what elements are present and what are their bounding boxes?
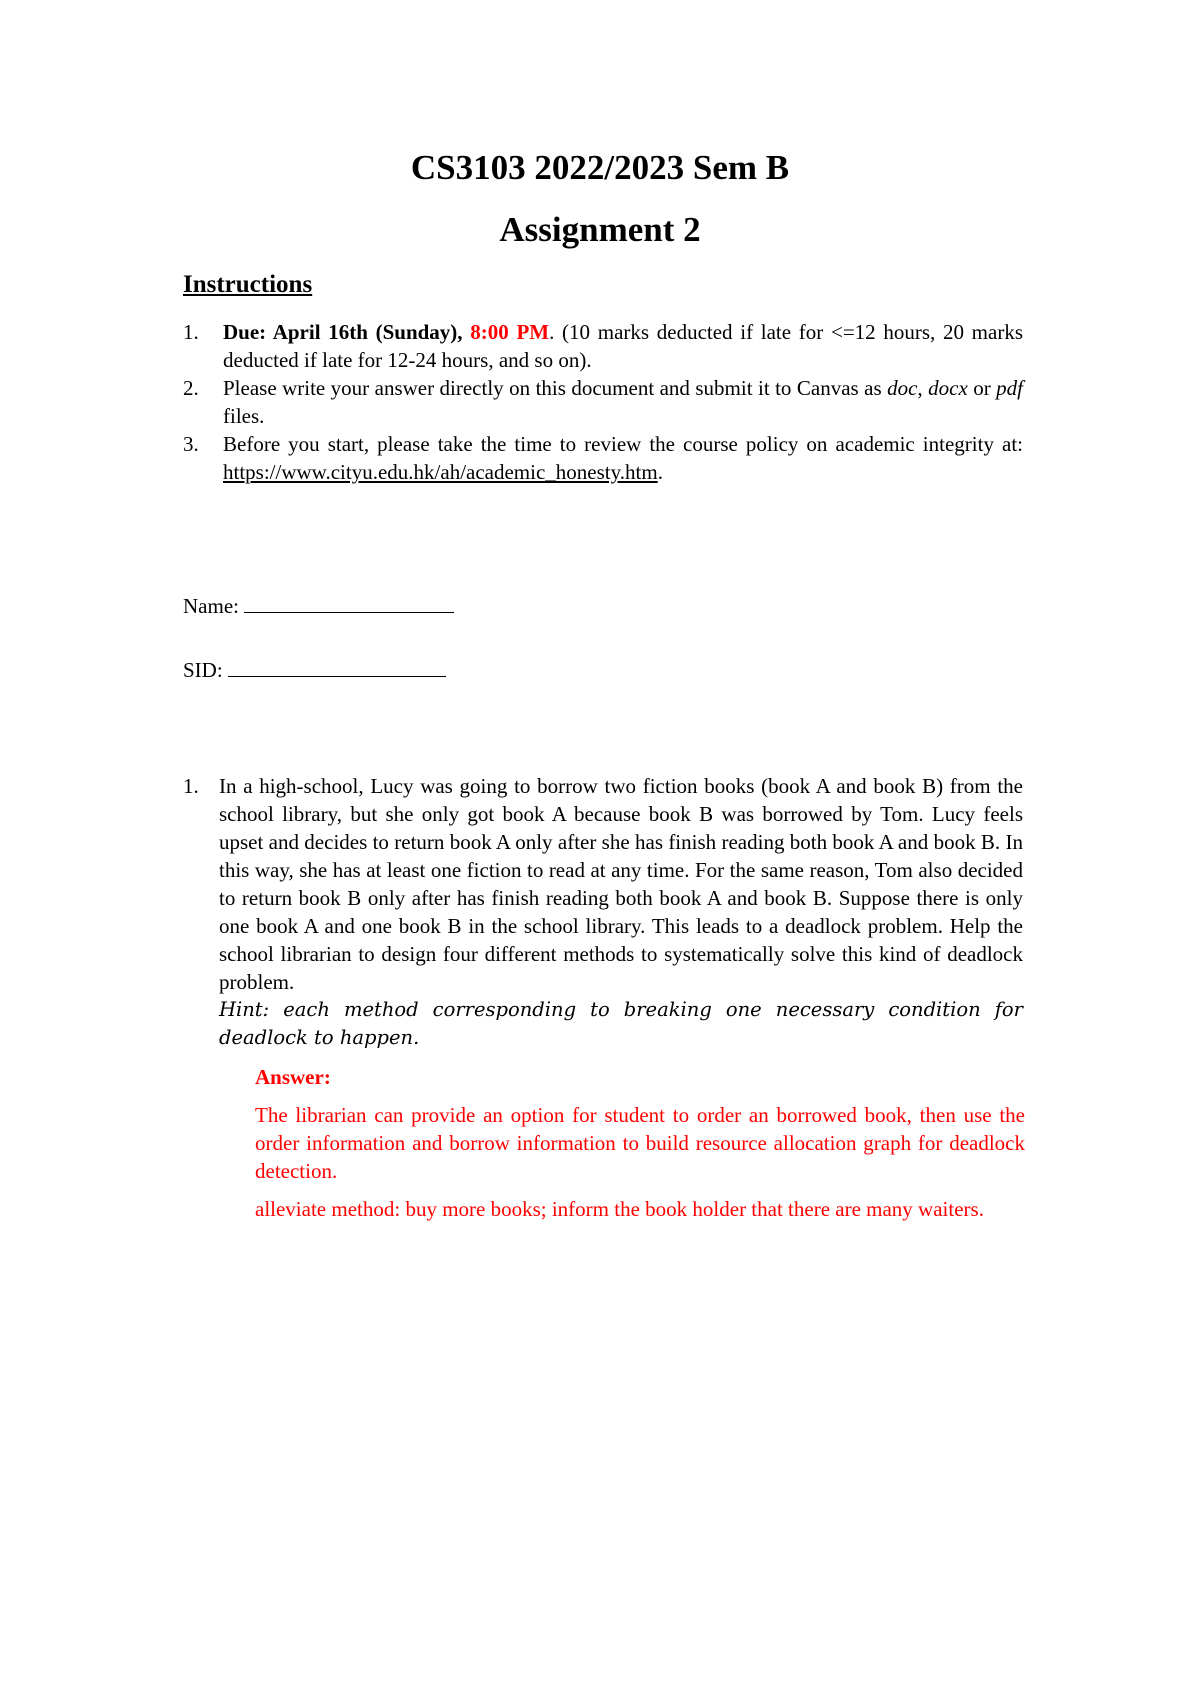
instructions-heading: Instructions bbox=[183, 271, 313, 298]
question-text: In a high-school, Lucy was going to borrow two fiction books (book A and book B) from the school library, but she only got book A because book B was borrowed by Tom. Lucy feels upset and decides to return book A only after she has finish reading both book A and book B. In this way, she has at least one fiction to read at any time. For the same reason, Tom also decided to return book B only after has finish reading both book A and book B. Suppose there is only one book A and one book B in the school library. This leads to a deadlock problem. Help the school librarian to design four different methods to systematically solve this kind of deadlock problem. bbox=[219, 774, 1023, 994]
integrity-text-end: . bbox=[657, 460, 663, 484]
question-hint: Hint: each method corresponding to breaking one necessary condition for deadlock to happen. bbox=[219, 998, 1023, 1049]
instructions-list bbox=[183, 318, 1023, 486]
answer-paragraph: The librarian can provide an option for student to order an borrowed book, then use the order information and borrow information to build resource allocation graph for deadlock detection. bbox=[255, 1103, 1025, 1183]
name-field bbox=[183, 590, 454, 620]
sid-label: SID: bbox=[183, 658, 223, 682]
academic-honesty-link[interactable]: https://www.cityu.edu.hk/ah/academic_honesty.htm bbox=[223, 460, 658, 484]
instruction-number: 3. bbox=[183, 432, 199, 456]
format-separator: , bbox=[917, 376, 929, 400]
sid-field bbox=[183, 654, 446, 684]
format-doc: doc bbox=[887, 376, 918, 400]
document-subtitle: Assignment 2 bbox=[499, 210, 701, 249]
instruction-item-submission bbox=[183, 374, 1023, 430]
instruction-item-integrity bbox=[183, 430, 1023, 486]
due-date-label: Due: April 16th (Sunday), bbox=[223, 320, 463, 344]
submission-text: Please write your answer directly on this document and submit it to Canvas as bbox=[223, 376, 888, 400]
instruction-number: 2. bbox=[183, 376, 199, 400]
question-1 bbox=[183, 772, 1023, 1052]
format-docx: docx bbox=[928, 376, 968, 400]
answer-paragraph: alleviate method: buy more books; inform the book holder that there are many waiters. bbox=[255, 1197, 984, 1221]
late-policy-text: . (10 marks deducted if late for <=12 hours, 20 marks deducted if late for 12-24 hours, and so on). bbox=[223, 320, 1023, 372]
question-body bbox=[219, 772, 1023, 1052]
answer-block bbox=[255, 1063, 1025, 1233]
document-title: CS3103 2022/2023 Sem B bbox=[410, 148, 790, 187]
name-blank[interactable] bbox=[244, 590, 454, 613]
format-separator: or bbox=[967, 376, 997, 400]
format-pdf: pdf bbox=[996, 376, 1024, 400]
integrity-text: Before you start, please take the time to review the course policy on academic integrity at: bbox=[223, 432, 1023, 456]
submission-text-end: files. bbox=[223, 404, 265, 428]
instruction-number: 1. bbox=[183, 320, 199, 344]
instruction-item-due bbox=[183, 318, 1023, 374]
name-label: Name: bbox=[183, 594, 239, 618]
sid-blank[interactable] bbox=[228, 654, 446, 677]
question-number: 1. bbox=[183, 774, 199, 798]
answer-label: Answer: bbox=[255, 1065, 331, 1089]
due-time: 8:00 PM bbox=[470, 320, 550, 344]
